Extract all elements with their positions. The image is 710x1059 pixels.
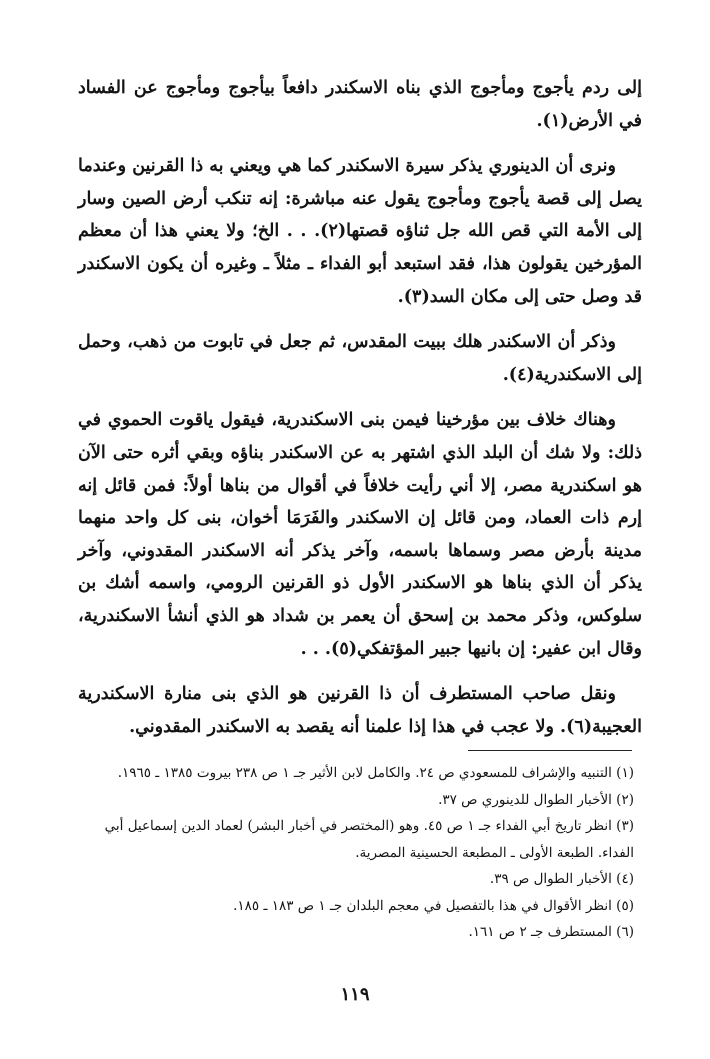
footnote-6: (٦) المستطرف جـ ٢ ص ١٦١. (468, 924, 634, 940)
footnotes (82, 760, 634, 946)
footnote-divider (468, 750, 632, 751)
paragraph-5: ونقل صاحب المستطرف أن ذا القرنين هو الذي بنى منارة الاسكندرية العجيبة(٦). ولا عجب في هذا إذا علمنا أنه يقصد به الاسكندر المقدوني. (78, 684, 642, 737)
footnote-4: (٤) الأخبار الطوال ص ٣٩. (489, 871, 634, 887)
paragraph-2: ونرى أن الدينوري يذكر سيرة الاسكندر كما هي ويعني به ذا القرنين وعندما يصل إلى قصة يأجوج ومأجوج يقول عنه مباشرة: إنه تنكب أرض الصين وسار إلى الأمة التي قص الله جل ثناؤه قصتها(٢). . . الخ؛ ولا يعني هذا أن معظم المؤرخين يقولون هذا، فقد استبعد أبو الفداء ـ مثلاً ـ وغيره أن يكون الاسكندر قد وصل حتى إلى مكان السد(٣). (78, 156, 642, 307)
paragraph-3: وذكر أن الاسكندر هلك ببيت المقدس، ثم جعل في تابوت من ذهب، وحمل إلى الاسكندرية(٤). (78, 332, 642, 385)
paragraph-4: وهناك خلاف بين مؤرخينا فيمن بنى الاسكندرية، فيقول ياقوت الحموي في ذلك: ولا شك أن البلد الذي اشتهر به عن الاسكندر بناؤه وبقي أثره حتى الآن هو اسكندرية مصر، إلا أني رأيت خلافاً في أقوال من بناها أولاً: فمن قائل إنه إرم ذات العماد، ومن قائل إن الاسكندر والفَرَمَا أخوان، بنى كل واحد منهما مدينة بأرض مصر وسماها باسمه، وآخر يذكر أنه الاسكندر المقدوني، وآخر يذكر أن الذي بناها هو الاسكندر الأول ذو القرنين الرومي، واسمه أشك بن سلوكس، وذكر محمد بن إسحق أن يعمر بن شداد هو الذي أنشأ الاسكندرية، وقال ابن عفير: إن بانيها جبير المؤتفكي(٥). . . (78, 410, 642, 659)
paragraph-1: إلى ردم يأجوج ومأجوج الذي بناه الاسكندر دافعاً بيأجوج ومأجوج عن الفساد في الأرض(١). (78, 78, 642, 131)
page-number: ١١٩ (340, 984, 370, 1005)
main-text (78, 72, 642, 756)
footnote-1: (١) التنبيه والإشراف للمسعودي ص ٢٤. والكامل لابن الأثير جـ ١ ص ٢٣٨ بيروت ١٣٨٥ ـ ١٩٦٥. (117, 765, 634, 781)
footnote-2: (٢) الأخبار الطوال للدينوري ص ٣٧. (438, 791, 634, 808)
footnote-5: (٥) انظر الأقوال في هذا بالتفصيل في معجم البلدان جـ ١ ص ١٨٣ ـ ١٨٥. (233, 897, 634, 914)
footnote-3: (٣) انظر تاريخ أبي الفداء جـ ١ ص ٤٥. وهو (المختصر في أخبار البشر) لعماد الدين إسماعيل أبي الفداء. الطبعة الأولى ـ المطبعة الحسينية المصرية. (104, 818, 634, 861)
